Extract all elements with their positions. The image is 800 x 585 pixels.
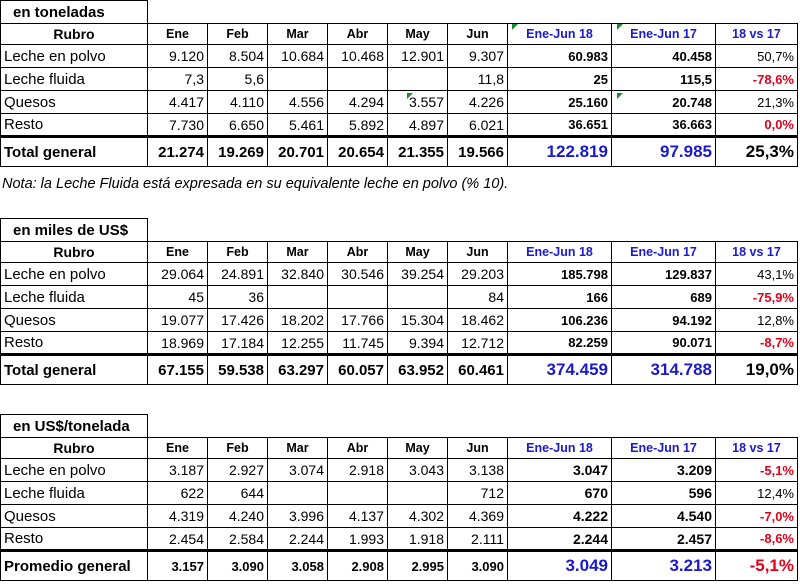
table-cell: 32.840 xyxy=(268,263,328,286)
table-row xyxy=(1,309,798,332)
table-row xyxy=(1,332,798,355)
table-cell: 12.901 xyxy=(388,45,448,68)
table-cell: 4.137 xyxy=(328,505,388,528)
row-label: Quesos xyxy=(1,91,148,114)
total-cell: 63.297 xyxy=(268,355,328,385)
row-label: Quesos xyxy=(1,505,148,528)
table-cell: 60.983 xyxy=(508,45,612,68)
table-cell: 644 xyxy=(208,482,268,505)
column-header: Rubro xyxy=(1,24,148,45)
comment-marker-icon xyxy=(617,24,623,30)
table-cell: 4.556 xyxy=(268,91,328,114)
table-cell: 185.798 xyxy=(508,263,612,286)
column-header: Ene xyxy=(148,242,208,263)
table-cell: 21,3% xyxy=(716,91,798,114)
table-cell: 2.111 xyxy=(448,528,508,551)
table-cell: -75,9% xyxy=(716,286,798,309)
table-cell: 90.071 xyxy=(612,332,716,355)
table-cell: 45 xyxy=(148,286,208,309)
column-header: Rubro xyxy=(1,242,148,263)
table-cell: 82.259 xyxy=(508,332,612,355)
column-header: 18 vs 17 xyxy=(716,438,798,459)
table-cell: 18.202 xyxy=(268,309,328,332)
table-cell: 6.021 xyxy=(448,114,508,137)
header-row xyxy=(1,242,798,263)
table-cell: 94.192 xyxy=(612,309,716,332)
table-cell: 11.745 xyxy=(328,332,388,355)
row-label: Resto xyxy=(1,114,148,137)
table-cell: 1.918 xyxy=(388,528,448,551)
total-cell: 20.701 xyxy=(268,137,328,167)
table-row xyxy=(1,91,798,114)
table-cell: 2.918 xyxy=(328,459,388,482)
total-cell: 21.274 xyxy=(148,137,208,167)
table-cell xyxy=(268,482,328,505)
table-cell: 19.077 xyxy=(148,309,208,332)
table-cell: 18.462 xyxy=(448,309,508,332)
table-cell: 2.927 xyxy=(208,459,268,482)
column-header: May xyxy=(388,24,448,45)
table-cell: 15.304 xyxy=(388,309,448,332)
table-row xyxy=(1,114,798,137)
table-cell: 25 xyxy=(508,68,612,91)
table-cell: 4.897 xyxy=(388,114,448,137)
total-label: Total general xyxy=(1,355,148,385)
row-label: Resto xyxy=(1,528,148,551)
table-cell: 43,1% xyxy=(716,263,798,286)
column-header: Ene-Jun 17 xyxy=(612,438,716,459)
table-cell: 18.969 xyxy=(148,332,208,355)
total-label: Total general xyxy=(1,137,148,167)
total-cell: 19.566 xyxy=(448,137,508,167)
table-cell: 30.546 xyxy=(328,263,388,286)
table-cell: 3.047 xyxy=(508,459,612,482)
column-header: Ene xyxy=(148,438,208,459)
table-cell: 9.120 xyxy=(148,45,208,68)
table-cell: 9.307 xyxy=(448,45,508,68)
table-cell: 6.650 xyxy=(208,114,268,137)
total-cell: 60.461 xyxy=(448,355,508,385)
total-cell: 374.459 xyxy=(508,355,612,385)
total-cell: 25,3% xyxy=(716,137,798,167)
table-cell: 5,6 xyxy=(208,68,268,91)
table-cell: 17.184 xyxy=(208,332,268,355)
table-cell: 39.254 xyxy=(388,263,448,286)
table-cell: 166 xyxy=(508,286,612,309)
table-cell xyxy=(328,482,388,505)
table-cell: 106.236 xyxy=(508,309,612,332)
total-cell: 63.952 xyxy=(388,355,448,385)
table-cell xyxy=(268,68,328,91)
column-header: May xyxy=(388,242,448,263)
column-header: Feb xyxy=(208,438,268,459)
table-cell: 12,8% xyxy=(716,309,798,332)
section-title-miles-usd: en miles de US$ xyxy=(0,218,148,241)
column-header: Ene-Jun 18 xyxy=(508,438,612,459)
column-header: Mar xyxy=(268,242,328,263)
table-toneladas xyxy=(0,23,798,167)
row-label: Leche en polvo xyxy=(1,45,148,68)
comment-marker-icon xyxy=(407,93,413,99)
table-cell: 3.138 xyxy=(448,459,508,482)
total-cell: 21.355 xyxy=(388,137,448,167)
table-cell: 4.417 xyxy=(148,91,208,114)
column-header: Jun xyxy=(448,24,508,45)
table-cell: 2.457 xyxy=(612,528,716,551)
table-cell: 4.369 xyxy=(448,505,508,528)
table-cell xyxy=(388,482,448,505)
table-cell: 12.712 xyxy=(448,332,508,355)
column-header: May xyxy=(388,438,448,459)
comment-marker-icon xyxy=(617,93,623,99)
table-cell: 0,0% xyxy=(716,114,798,137)
table-cell: 17.766 xyxy=(328,309,388,332)
table-row xyxy=(1,286,798,309)
table-cell: 36.663 xyxy=(612,114,716,137)
table-cell: 7.730 xyxy=(148,114,208,137)
table-cell: 4.540 xyxy=(612,505,716,528)
table-cell: 11,8 xyxy=(448,68,508,91)
table-miles-usd xyxy=(0,241,798,385)
section-title-toneladas: en toneladas xyxy=(0,0,148,23)
table-row xyxy=(1,459,798,482)
table-cell: -5,1% xyxy=(716,459,798,482)
table-cell: 40.458 xyxy=(612,45,716,68)
row-label: Leche en polvo xyxy=(1,459,148,482)
table-cell: 10.468 xyxy=(328,45,388,68)
table-cell: 29.203 xyxy=(448,263,508,286)
table-cell: 25.160 xyxy=(508,91,612,114)
table-cell: 4.319 xyxy=(148,505,208,528)
table-cell: 50,7% xyxy=(716,45,798,68)
table-cell: 9.394 xyxy=(388,332,448,355)
table-cell: 17.426 xyxy=(208,309,268,332)
total-cell: 122.819 xyxy=(508,137,612,167)
column-header: Jun xyxy=(448,242,508,263)
table-cell: 129.837 xyxy=(612,263,716,286)
row-label: Leche fluida xyxy=(1,286,148,309)
table-usd-tonelada xyxy=(0,437,798,581)
column-header: Abr xyxy=(328,24,388,45)
total-cell: 60.057 xyxy=(328,355,388,385)
column-header: Ene xyxy=(148,24,208,45)
total-cell: 314.788 xyxy=(612,355,716,385)
row-label: Leche fluida xyxy=(1,68,148,91)
column-header: 18 vs 17 xyxy=(716,242,798,263)
table-cell: 29.064 xyxy=(148,263,208,286)
column-header: Jun xyxy=(448,438,508,459)
table-cell: 7,3 xyxy=(148,68,208,91)
table-cell: 2.244 xyxy=(508,528,612,551)
table-cell: 36 xyxy=(208,286,268,309)
table-cell: 84 xyxy=(448,286,508,309)
table-cell: 596 xyxy=(612,482,716,505)
table-cell: 3.043 xyxy=(388,459,448,482)
column-header: Mar xyxy=(268,24,328,45)
table-cell: 4.294 xyxy=(328,91,388,114)
table-row xyxy=(1,482,798,505)
table-cell: 4.226 xyxy=(448,91,508,114)
section-title-usd-tonelada: en US$/tonelada xyxy=(0,414,148,437)
column-header: Ene-Jun 17 xyxy=(612,242,716,263)
total-cell: 97.985 xyxy=(612,137,716,167)
header-row xyxy=(1,438,798,459)
table-cell: 4.110 xyxy=(208,91,268,114)
table-cell: 36.651 xyxy=(508,114,612,137)
table-row xyxy=(1,263,798,286)
table-cell: 5.892 xyxy=(328,114,388,137)
table-cell: 4.302 xyxy=(388,505,448,528)
table-cell: 3.187 xyxy=(148,459,208,482)
table-cell: 115,5 xyxy=(612,68,716,91)
table-cell: 689 xyxy=(612,286,716,309)
total-cell: 2.908 xyxy=(328,551,388,581)
column-header: Ene-Jun 18 xyxy=(508,24,612,45)
table-cell: 20.748 xyxy=(612,91,716,114)
table-row xyxy=(1,45,798,68)
total-cell: 2.995 xyxy=(388,551,448,581)
table-cell: 1.993 xyxy=(328,528,388,551)
column-header: Ene-Jun 17 xyxy=(612,24,716,45)
row-label: Leche fluida xyxy=(1,482,148,505)
footnote: Nota: la Leche Fluida está expresada en su equivalente leche en polvo (% 10). xyxy=(2,176,509,192)
table-cell: -78,6% xyxy=(716,68,798,91)
table-cell: 3.557 xyxy=(388,91,448,114)
comment-marker-icon xyxy=(512,24,518,30)
table-cell xyxy=(328,68,388,91)
row-label: Leche en polvo xyxy=(1,263,148,286)
table-cell: -7,0% xyxy=(716,505,798,528)
table-cell: 10.684 xyxy=(268,45,328,68)
total-cell: 3.049 xyxy=(508,551,612,581)
total-cell: 3.058 xyxy=(268,551,328,581)
column-header: Rubro xyxy=(1,438,148,459)
table-cell: -8,6% xyxy=(716,528,798,551)
table-cell: 622 xyxy=(148,482,208,505)
table-cell: 12.255 xyxy=(268,332,328,355)
total-cell: 3.213 xyxy=(612,551,716,581)
column-header: Abr xyxy=(328,242,388,263)
table-cell xyxy=(268,286,328,309)
table-cell: 2.244 xyxy=(268,528,328,551)
column-header: Ene-Jun 18 xyxy=(508,242,612,263)
table-cell: 3.209 xyxy=(612,459,716,482)
column-header: Feb xyxy=(208,24,268,45)
total-cell: 3.090 xyxy=(448,551,508,581)
table-cell: -8,7% xyxy=(716,332,798,355)
table-cell: 3.074 xyxy=(268,459,328,482)
total-cell: 59.538 xyxy=(208,355,268,385)
total-cell: 20.654 xyxy=(328,137,388,167)
total-cell: 67.155 xyxy=(148,355,208,385)
table-cell xyxy=(388,286,448,309)
total-row xyxy=(1,355,798,385)
total-cell: 3.157 xyxy=(148,551,208,581)
total-label: Promedio general xyxy=(1,551,148,581)
total-row xyxy=(1,137,798,167)
column-header: 18 vs 17 xyxy=(716,24,798,45)
total-cell: 19.269 xyxy=(208,137,268,167)
column-header: Feb xyxy=(208,242,268,263)
table-cell: 2.454 xyxy=(148,528,208,551)
table-cell: 2.584 xyxy=(208,528,268,551)
row-label: Resto xyxy=(1,332,148,355)
table-cell: 5.461 xyxy=(268,114,328,137)
row-label: Quesos xyxy=(1,309,148,332)
column-header: Abr xyxy=(328,438,388,459)
table-cell: 8.504 xyxy=(208,45,268,68)
table-cell: 3.996 xyxy=(268,505,328,528)
total-cell: -5,1% xyxy=(716,551,798,581)
table-cell: 670 xyxy=(508,482,612,505)
table-cell: 4.222 xyxy=(508,505,612,528)
table-cell: 24.891 xyxy=(208,263,268,286)
table-row xyxy=(1,528,798,551)
table-cell: 4.240 xyxy=(208,505,268,528)
header-row xyxy=(1,24,798,45)
column-header: Mar xyxy=(268,438,328,459)
table-cell: 12,4% xyxy=(716,482,798,505)
table-cell: 712 xyxy=(448,482,508,505)
table-row xyxy=(1,68,798,91)
total-row xyxy=(1,551,798,581)
total-cell: 3.090 xyxy=(208,551,268,581)
table-row xyxy=(1,505,798,528)
total-cell: 19,0% xyxy=(716,355,798,385)
table-cell xyxy=(328,286,388,309)
table-cell xyxy=(388,68,448,91)
